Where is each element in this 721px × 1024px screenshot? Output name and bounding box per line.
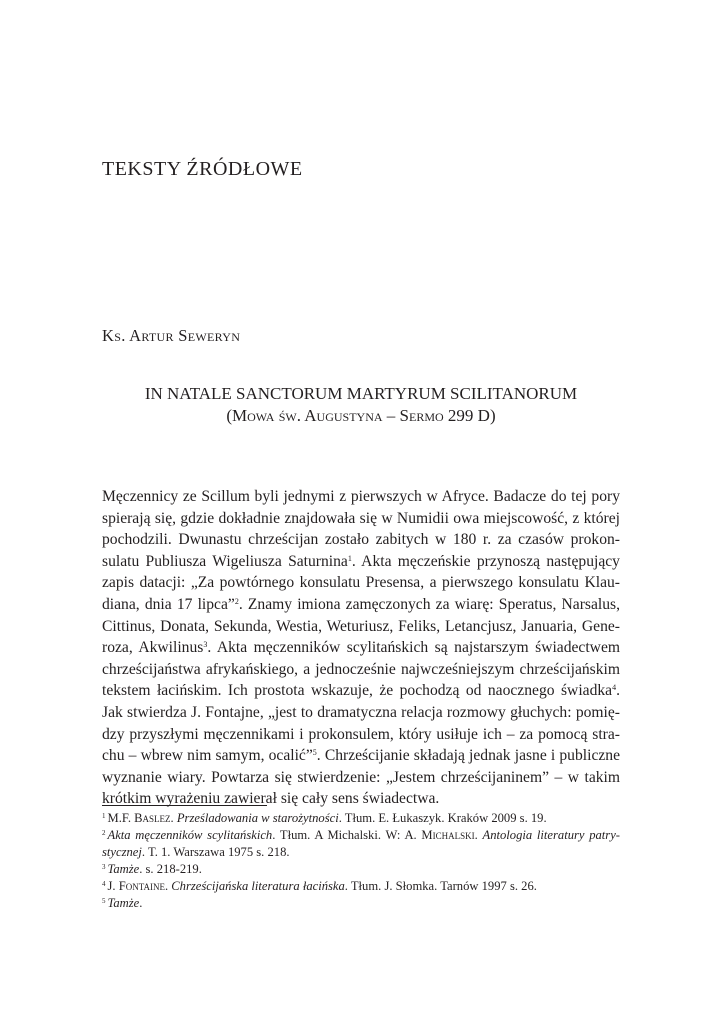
body-line — [102, 594, 620, 616]
footnote-number: 5 — [102, 897, 106, 905]
fn-text: . Tłum. J. Słomka. Tarnów 1997 s. 26. — [344, 879, 537, 893]
body-paragraph — [102, 486, 620, 810]
text-run: . — [616, 682, 620, 700]
body-line — [102, 637, 620, 659]
fn-book-title: Tamże — [107, 896, 140, 910]
footnote-number: 4 — [102, 880, 106, 888]
fn-author: Fontaine — [118, 879, 165, 893]
fn-text: J. — [107, 879, 119, 893]
fn-book-title: Prześladowania w starożytności — [176, 811, 339, 825]
footnote — [102, 895, 620, 912]
footnote-number: 1 — [102, 812, 106, 820]
text-run: . Akta męczeńskie przynoszą następujący — [351, 552, 620, 570]
fn-book-title: stycznej — [102, 845, 142, 859]
body-line: chrześcijaństwa afrykańskiego, a jednocześnie najwcześniejszym chrześcijańskim — [102, 660, 620, 678]
work-subtitle: (Mowa św. Augustyna – Sermo 299 D) — [226, 406, 496, 425]
text-run: diana, dnia 17 lipca” — [102, 595, 235, 613]
footnote-ref: 4 — [612, 683, 617, 693]
footnote — [102, 827, 620, 861]
footnote — [102, 878, 620, 895]
fn-author: Michalski — [421, 828, 475, 842]
body-line: Jak stwierdza J. Fontajne, „jest to dramatyczna relacja rozmowy głuchych: pomię- — [102, 703, 620, 721]
fn-text: . — [474, 828, 483, 842]
fn-book-title: Tamże — [107, 862, 140, 876]
text-run: tekstem łacińskim. Ich prostota wskazuje, że pochodzą od naocznego świadka — [102, 682, 613, 700]
body-line: spierają się, gdzie dokładnie znajdowała się w Numidii owa miejscowość, z której — [102, 509, 620, 527]
fn-text: M.F. — [107, 811, 135, 825]
fn-text: . Tłum. A Michalski. W: A. — [272, 828, 422, 842]
body-line — [102, 680, 620, 702]
footnote-ref: 1 — [347, 553, 352, 563]
body-line: Cittinus, Donata, Sekunda, Westia, Weturiusz, Feliks, Letancjusz, Januaria, Gene- — [102, 617, 620, 635]
footnote-ref: 5 — [312, 748, 317, 758]
fn-book-title: Chrześcijańska literatura łacińska — [171, 879, 345, 893]
fn-text: . — [170, 811, 177, 825]
body-line: pochodzili. Dwunastu chrześcijan zostało zabitych w 180 r. za czasów prokon- — [102, 531, 620, 549]
text-run: . Akta męczenników scylitańskich są najstarszym świadectwem — [207, 639, 620, 657]
text-run: . Znamy imiona zamęczonych za wiarę: Speratus, Narsalus, — [238, 595, 620, 613]
text-run: . Chrześcijanie składają jednak jasne i publiczne — [316, 747, 620, 765]
fn-line — [102, 845, 290, 859]
footnotes — [102, 810, 620, 912]
body-line: wyznanie wiary. Powtarza się stwierdzenie: „Jestem chrześcijaninem” – w takim — [102, 768, 620, 786]
footnote-ref: 3 — [203, 640, 208, 650]
fn-book-title: Antologia literatury patry- — [482, 828, 620, 842]
footnote — [102, 810, 620, 827]
body-line — [102, 551, 620, 573]
fn-text: . s. 218-219. — [139, 862, 202, 876]
body-line: krótkim wyrażeniu zawierał się cały sens świadectwa. — [102, 790, 440, 808]
body-line: zapis datacji: „Za powtórnego konsulatu Presensa, a pierwszego konsulatu Klau- — [102, 574, 620, 592]
text-run: roza, Akwilinus — [102, 639, 204, 657]
body-line: Męczennicy ze Scillum byli jednymi z pierwszych w Afryce. Badacze do tej pory — [102, 488, 620, 505]
footnote-number: 3 — [102, 863, 106, 871]
fn-book-title: Akta męczenników scylitańskich — [107, 828, 273, 842]
text-run: sulatu Publiusza Wigeliusza Saturnina — [102, 552, 348, 570]
fn-text: . — [139, 896, 143, 910]
work-title: IN NATALE SANCTORUM MARTYRUM SCILITANORUM — [144, 384, 578, 403]
footnote-ref: 2 — [234, 596, 239, 606]
fn-text: . Tłum. E. Łukaszyk. Kraków 2009 s. 19. — [338, 811, 547, 825]
footnote — [102, 861, 620, 878]
author-name: Ks. Artur Seweryn — [102, 326, 241, 345]
fn-text: . — [164, 879, 172, 893]
body-line — [102, 745, 620, 767]
fn-author: Baslez — [134, 811, 171, 825]
footnote-number: 2 — [102, 829, 106, 837]
text-run: chu – wbrew nim samym, ocalić” — [102, 747, 313, 765]
section-title: TEKSTY ŹRÓDŁOWE — [102, 158, 303, 180]
footnote-divider — [102, 805, 267, 806]
body-line: dzy przyszłymi męczennikami i prokonsulem, który usiłuje ich – za pomocą stra- — [102, 725, 620, 743]
fn-text: . T. 1. Warszawa 1975 s. 218. — [141, 845, 290, 859]
fn-line — [102, 827, 620, 844]
